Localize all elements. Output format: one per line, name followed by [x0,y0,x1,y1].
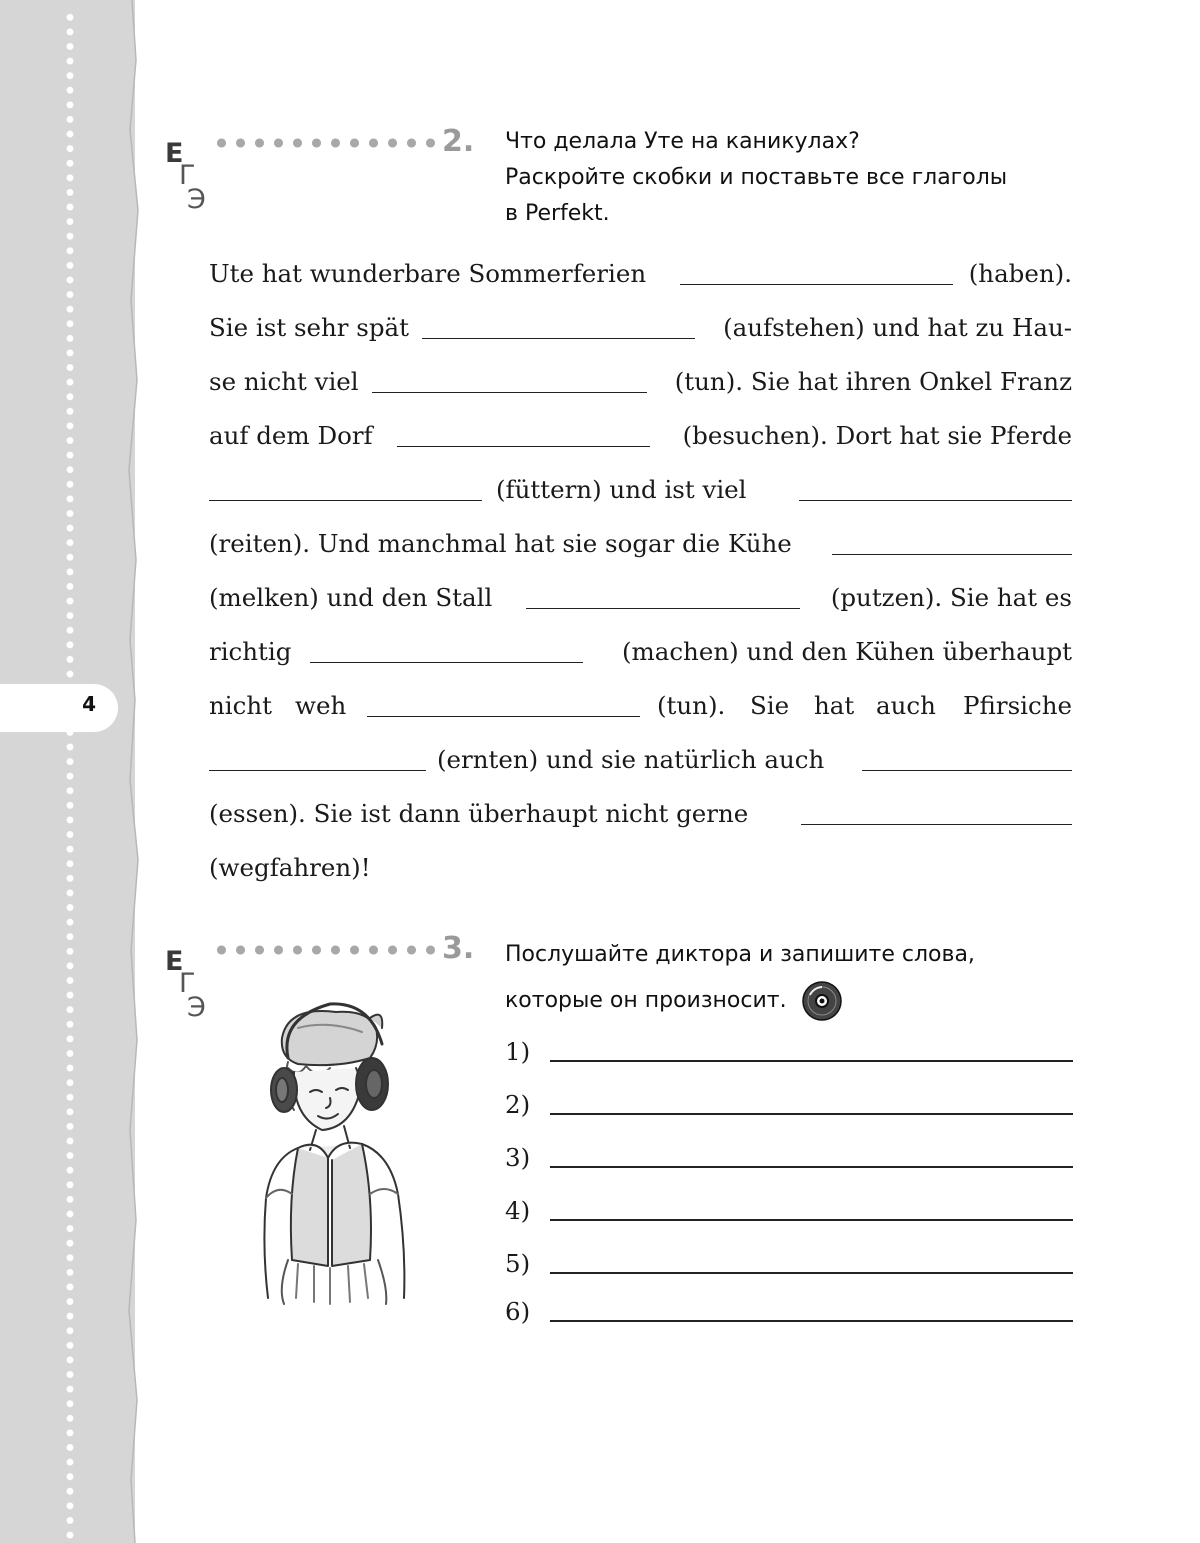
text-segment: weh [295,691,347,720]
verb-hint: (wegfahren)! [209,853,371,882]
answer-number: 4) [505,1196,531,1225]
text-line [209,472,1072,508]
verb-hint: (machen) und den Kühen überhaupt [621,637,1072,666]
answer-line[interactable] [550,1320,1073,1322]
text-segment: (essen). Sie ist dann überhaupt nicht gerne [209,799,749,828]
answer-number: 3) [505,1143,531,1172]
verb-hint: (besuchen). Dort hat sie Pferde [682,421,1072,450]
ege-letter-e: Е [165,138,184,169]
text-segment: Sie [750,691,790,720]
answer-row [505,1246,1073,1282]
verb-hint: (füttern) und ist viel [496,475,747,504]
answer-line[interactable] [550,1272,1073,1274]
answer-blank[interactable] [680,284,953,285]
page-number: 4 [82,692,96,716]
text-segment: richtig [209,637,292,666]
answer-line[interactable] [550,1060,1073,1062]
ege-badge [165,140,215,220]
verb-hint: (tun). Sie hat ihren Onkel Franz [674,367,1072,396]
answer-blank[interactable] [310,662,583,663]
dotted-margin-column [64,10,76,1540]
text-line [209,364,1072,400]
answer-number: 6) [505,1297,531,1326]
text-segment: Sie ist sehr spät [209,313,410,342]
text-segment: hat [814,691,855,720]
verb-hint: (aufstehen) und hat zu Hau- [723,313,1072,342]
text-segment: (reiten). Und manchmal hat sie sogar die Kühe [209,529,792,558]
answer-line[interactable] [550,1166,1073,1168]
girl-with-headphones-illustration [258,998,414,1308]
text-line [209,418,1072,454]
task-number: 2. [442,124,475,159]
text-line [209,688,1072,724]
answer-blank[interactable] [422,338,695,339]
answer-row [505,1294,1073,1330]
text-line [209,742,1072,778]
answer-blank[interactable] [526,608,800,609]
answer-row [505,1193,1073,1229]
verb-hint: (ernten) und sie natürlich auch [437,745,825,774]
ege-letter-g: Г [179,160,196,191]
text-segment: nicht [209,691,272,720]
instruction-line: которые он произносит. [505,988,787,1013]
instruction-line: Послушайте диктора и запишите слова, [505,942,975,967]
answer-line[interactable] [550,1219,1073,1221]
text-line [209,634,1072,670]
answer-blank[interactable] [799,500,1072,501]
ege-badge [165,948,215,1028]
answer-blank[interactable] [372,392,647,393]
text-line [209,796,1072,832]
torn-paper-edge [118,0,148,1543]
answer-number: 5) [505,1249,531,1278]
text-line [209,256,1072,292]
answer-number: 2) [505,1090,531,1119]
answer-line[interactable] [550,1113,1073,1115]
verb-hint: (haben). [968,259,1072,288]
text-line [209,850,1072,886]
ege-letter-g: Г [179,968,196,999]
verb-hint: (putzen). Sie hat es [830,583,1072,612]
answer-blank[interactable] [832,554,1072,555]
page-number-tab [0,684,118,732]
text-segment: se nicht viel [209,367,359,396]
text-segment: Ute hat wunderbare Sommerferien [209,259,647,288]
task-dots [212,943,440,957]
text-line [209,310,1072,346]
answer-row [505,1034,1073,1070]
ege-letter-e2: Э [187,992,206,1023]
answer-blank[interactable] [367,716,640,717]
text-segment: auch [876,691,936,720]
answer-blank[interactable] [209,770,426,771]
task-dots [212,136,440,150]
ege-letter-e2: Э [187,184,206,215]
task-instruction [505,932,975,1024]
text-line [209,580,1072,616]
answer-row [505,1087,1073,1123]
text-segment: Pfirsiche [963,691,1072,720]
answer-blank[interactable] [209,500,482,501]
answer-blank[interactable] [862,770,1072,771]
text-segment: (melken) und den Stall [209,583,493,612]
task-number: 3. [442,931,475,966]
answer-blank[interactable] [397,446,650,447]
answer-row [505,1140,1073,1176]
answer-number: 1) [505,1037,531,1066]
answer-blank[interactable] [801,824,1072,825]
verb-hint: (tun). [657,691,726,720]
cd-disc-icon[interactable] [802,981,842,1021]
text-segment: auf dem Dorf [209,421,373,450]
text-line [209,526,1072,562]
instruction-line: Раскройте скобки и поставьте все глаголы [505,165,1008,190]
instruction-line: Что делала Уте на каникулах? [505,129,860,154]
instruction-line: в Perfekt. [505,201,610,226]
task-instruction [505,124,1007,232]
ege-letter-e: Е [165,946,184,977]
